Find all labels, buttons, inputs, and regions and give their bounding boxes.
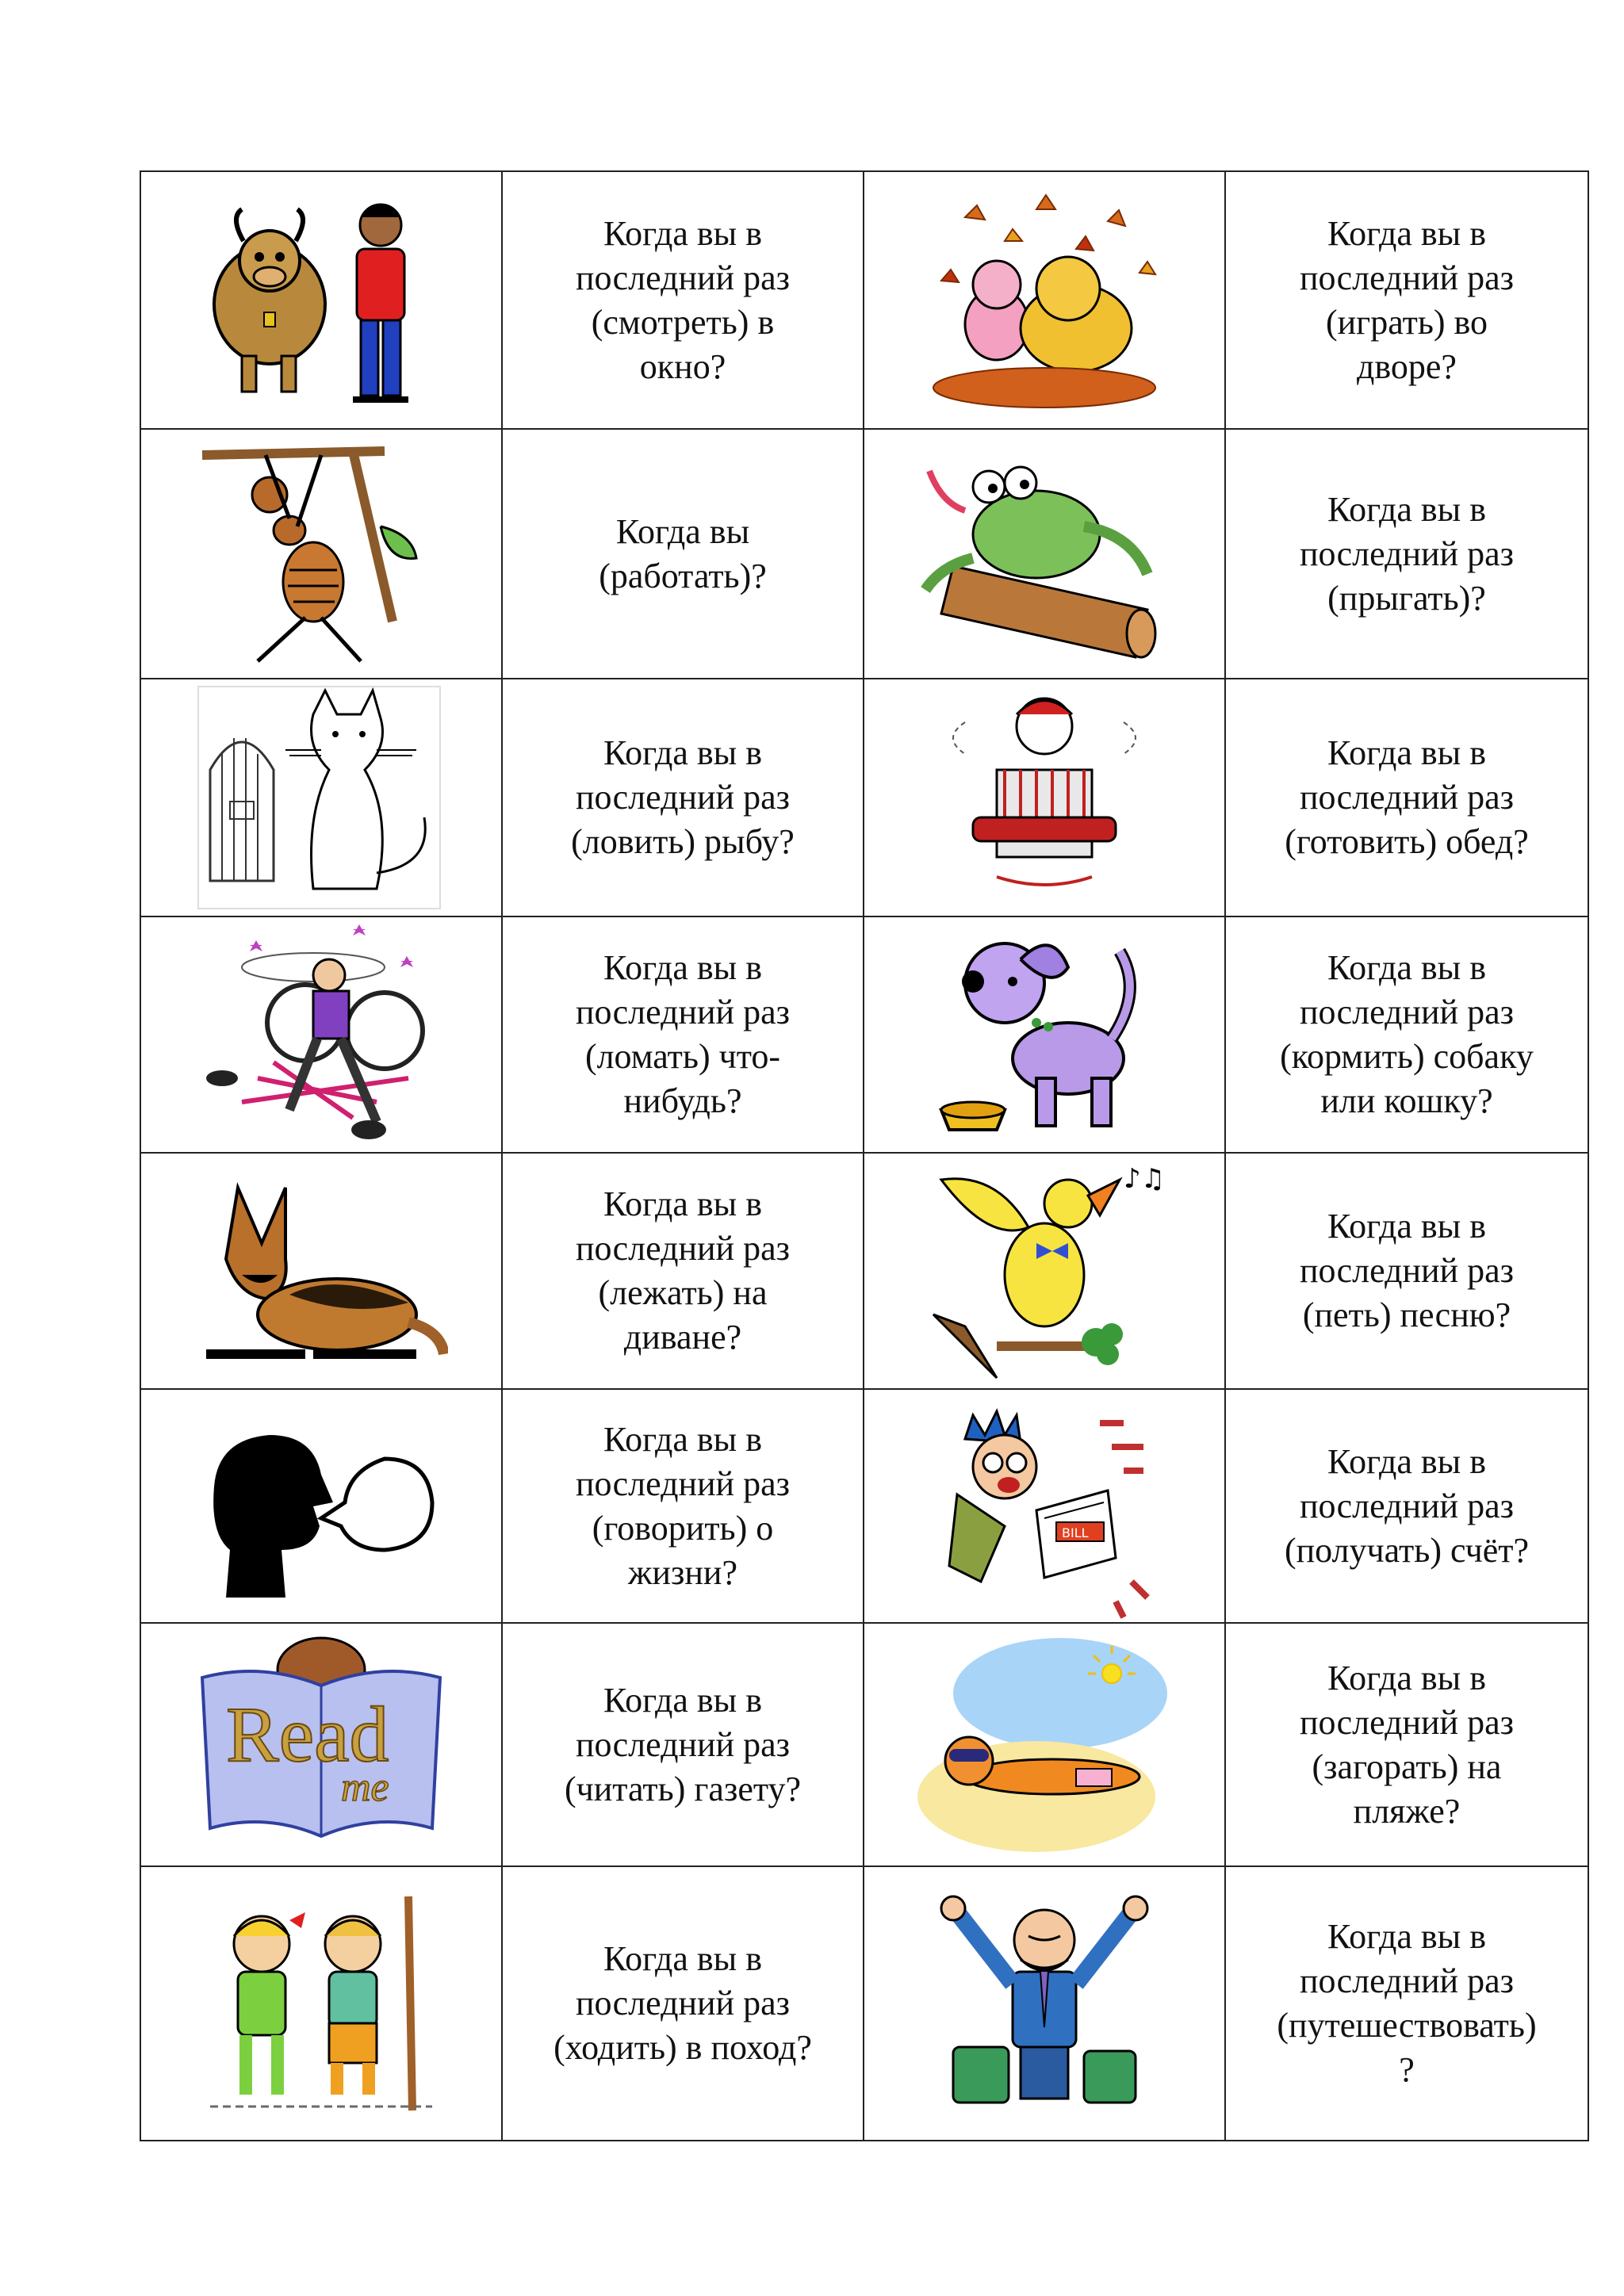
question-cell: Когда вы в последний раз (ходить) в поход? bbox=[502, 1866, 864, 2141]
card-picture bbox=[864, 171, 1225, 429]
traveller-with-suitcases-icon bbox=[917, 1888, 1171, 2118]
cook-with-dish-icon bbox=[917, 683, 1171, 913]
bill-label: BILL bbox=[1062, 1525, 1089, 1540]
question-cell: Когда вы в последний раз (играть) во дворе? bbox=[1225, 171, 1588, 429]
book-subtitle: me bbox=[341, 1764, 389, 1810]
question-cell: Когда вы в последний раз (петь) песню? bbox=[1225, 1153, 1588, 1389]
svg-text:♪♫: ♪♫ bbox=[1124, 1163, 1166, 1195]
card-picture bbox=[864, 429, 1225, 679]
card-picture bbox=[140, 429, 502, 679]
cards-row bbox=[140, 171, 1588, 429]
book-title: Read bbox=[226, 1689, 389, 1778]
card-picture bbox=[140, 1153, 502, 1389]
read-me-book-icon bbox=[194, 1630, 448, 1860]
cards-row bbox=[140, 1389, 1588, 1623]
card-picture bbox=[140, 679, 502, 916]
question-cell: Когда вы в последний раз (кормить) собаку или кошку? bbox=[1225, 916, 1588, 1153]
question-cell: Когда вы в последний раз (путешествовать) ? bbox=[1225, 1866, 1588, 2141]
cards-row bbox=[140, 679, 1588, 916]
question-cell: Когда вы в последний раз (загорать) на пляже? bbox=[1225, 1623, 1588, 1866]
cards-row bbox=[140, 429, 1588, 679]
bull-and-man-icon bbox=[194, 186, 448, 415]
cards-row bbox=[140, 1153, 1588, 1389]
cards-table bbox=[140, 170, 1589, 2141]
purple-dog-with-bowl-icon bbox=[917, 920, 1171, 1150]
cat-and-birdcage-icon bbox=[194, 683, 448, 913]
bicycle-crash-icon bbox=[194, 920, 448, 1150]
question-cell: Когда вы в последний раз (смотреть) в окно? bbox=[502, 171, 864, 429]
question-cell: Когда вы в последний раз (получать) счёт? bbox=[1225, 1389, 1588, 1623]
card-picture bbox=[864, 1389, 1225, 1623]
lying-shepherd-dog-icon bbox=[194, 1156, 448, 1386]
frog-on-log-icon bbox=[917, 439, 1171, 669]
card-picture bbox=[864, 916, 1225, 1153]
cards-row bbox=[140, 916, 1588, 1153]
question-cell: Когда вы в последний раз (готовить) обед? bbox=[1225, 679, 1588, 916]
shocked-man-with-bill-icon bbox=[917, 1391, 1171, 1621]
card-picture bbox=[140, 1389, 502, 1623]
card-picture bbox=[140, 171, 502, 429]
question-cell: Когда вы (работать)? bbox=[502, 429, 864, 679]
card-picture bbox=[140, 1866, 502, 2141]
question-cell: Когда вы в последний раз (прыгать)? bbox=[1225, 429, 1588, 679]
card-picture bbox=[864, 679, 1225, 916]
card-picture bbox=[140, 916, 502, 1153]
hiking-kids-icon bbox=[194, 1888, 448, 2118]
card-picture bbox=[140, 1623, 502, 1866]
card-picture bbox=[864, 1153, 1225, 1389]
cards-row bbox=[140, 1866, 1588, 2141]
singing-bird-icon bbox=[917, 1156, 1171, 1386]
question-cell: Когда вы в последний раз (лежать) на диване? bbox=[502, 1153, 864, 1389]
piglet-and-pooh-in-leaves-icon bbox=[917, 186, 1171, 415]
speaking-head-silhouette-icon bbox=[194, 1391, 448, 1621]
question-cell: Когда вы в последний раз (ломать) что- нибудь? bbox=[502, 916, 864, 1153]
question-cell: Когда вы в последний раз (читать) газету? bbox=[502, 1623, 864, 1866]
question-cell: Когда вы в последний раз (говорить) о жизни? bbox=[502, 1389, 864, 1623]
question-cell: Когда вы в последний раз (ловить) рыбу? bbox=[502, 679, 864, 916]
card-picture bbox=[864, 1866, 1225, 2141]
ant-hanging-on-branch-icon bbox=[194, 439, 448, 669]
sunbathing-person-icon bbox=[917, 1630, 1171, 1860]
card-picture bbox=[864, 1623, 1225, 1866]
cards-row bbox=[140, 1623, 1588, 1866]
